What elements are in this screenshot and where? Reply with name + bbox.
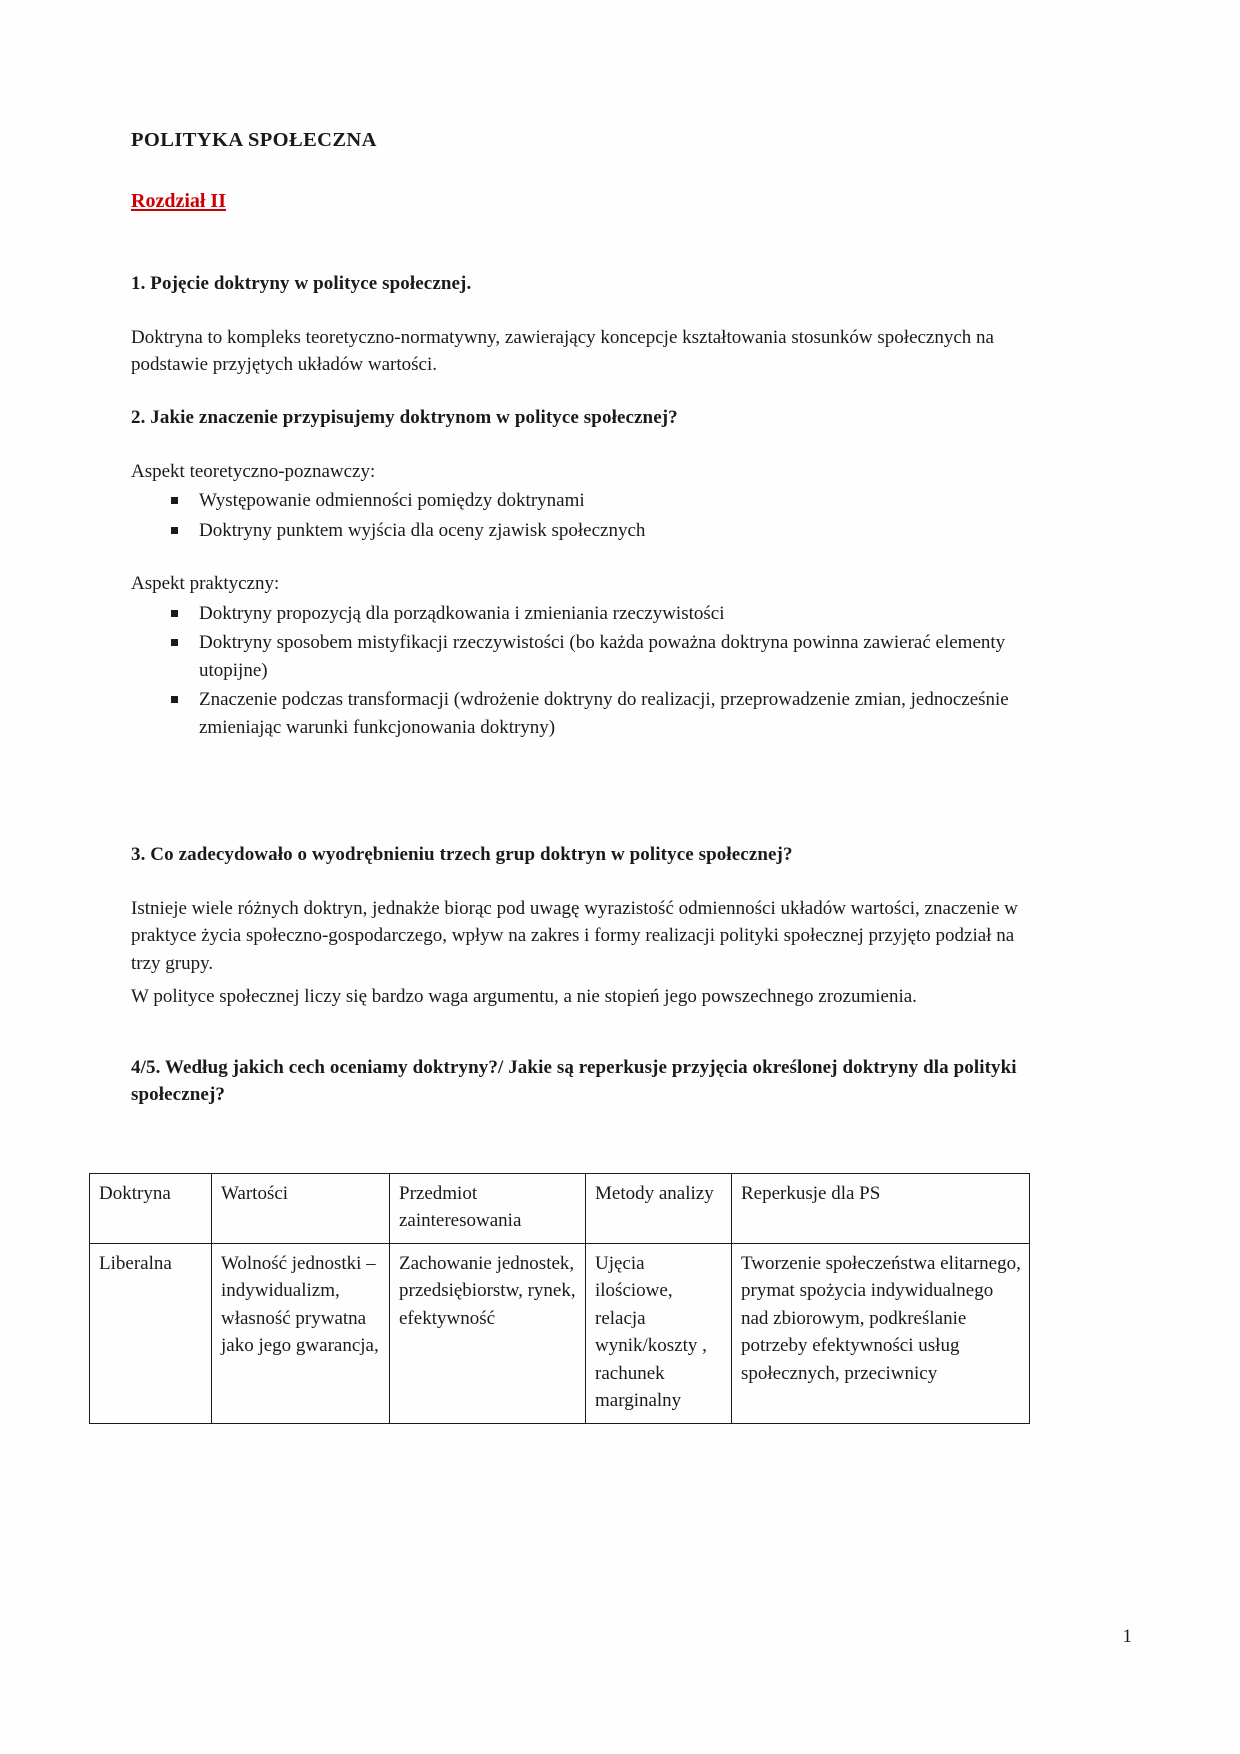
bullet-list-practical	[131, 600, 1041, 742]
doctrines-table	[89, 1173, 1030, 1424]
table-header-row	[90, 1173, 1030, 1243]
section-heading-2: 2. Jakie znaczenie przypisujemy doktrynom w polityce społecznej?	[131, 406, 678, 428]
list-item-label: Występowanie odmienności pomiędzy doktrynami	[199, 490, 585, 512]
list-item	[199, 517, 1041, 545]
square-bullet-icon	[171, 610, 178, 617]
square-bullet-icon	[171, 696, 178, 703]
section-paragraph-3b: W polityce społecznej liczy się bardzo waga argumentu, a nie stopień jego powszechnego zrozumienia.	[131, 986, 917, 1008]
section-paragraph-1: Doktryna to kompleks teoretyczno-normatywny, zawierający koncepcje kształtowania stosunków społecznych na podstawie przyjętych układów wartości.	[131, 326, 994, 376]
list-item-label: Doktryny punktem wyjścia dla oceny zjawisk społecznych	[199, 519, 646, 541]
section-spacer	[131, 1037, 1041, 1055]
page-number: 1	[1122, 1626, 1132, 1647]
list-item-label: Doktryny sposobem mistyfikacji rzeczywistości (bo każda poważna doktryna powinna zawierać elementy utopijne)	[199, 632, 1006, 681]
square-bullet-icon	[171, 639, 178, 646]
list-item	[199, 629, 1041, 684]
page-title: POLITYKA SPOŁECZNA	[131, 129, 377, 151]
aspect-label-practical: Aspekt praktyczny:	[131, 573, 280, 595]
section-heading-3: 3. Co zadecydowało o wyodrębnieniu trzech grup doktryn w polityce społecznej?	[131, 843, 793, 865]
list-item	[199, 487, 1041, 515]
table-cell-wartosci: Wolność jednostki – indywidualizm, własność prywatna jako jego gwarancja,	[212, 1243, 390, 1423]
table-header-cell-reperkusje: Reperkusje dla PS	[732, 1173, 1030, 1243]
table-cell-metody: Ujęcia ilościowe, relacja wynik/koszty , rachunek marginalny	[586, 1243, 732, 1423]
aspect-label-theoretical: Aspekt teoretyczno-poznawczy:	[131, 460, 376, 482]
section-heading-1: 1. Pojęcie doktryny w polityce społecznej.	[131, 272, 472, 294]
table-cell-reperkusje: Tworzenie społeczeństwa elitarnego, prymat spożycia indywidualnego nad zbiorowym, podkreślanie potrzeby efektywności usług społecznych, przeciwnicy	[732, 1243, 1030, 1423]
list-item	[199, 686, 1041, 741]
bullet-list-theoretical	[131, 487, 1041, 544]
table-spacer	[131, 1135, 1041, 1173]
list-item-label: Doktryny propozycją dla porządkowania i zmieniania rzeczywistości	[199, 602, 725, 624]
table-header-cell-wartosci: Wartości	[212, 1173, 390, 1243]
section-spacer	[131, 768, 1041, 842]
document-content	[99, 128, 1041, 1424]
table-row	[90, 1243, 1030, 1423]
table-header-cell-doktryna: Doktryna	[90, 1173, 212, 1243]
table-cell-przedmiot: Zachowanie jednostek, przedsiębiorstw, rynek, efektywność	[390, 1243, 586, 1423]
square-bullet-icon	[171, 527, 178, 534]
table-header-cell-metody: Metody analizy	[586, 1173, 732, 1243]
table-header-cell-przedmiot: Przedmiot zainteresowania	[390, 1173, 586, 1243]
section-paragraph-3a: Istnieje wiele różnych doktryn, jednakże biorąc pod uwagę wyrazistość odmienności układów wartości, znaczenie w praktyce życia społeczno-gospodarczego, wpływ na zakres i formy realizacji polityki społecznej przyjęto podział na trzy grupy.	[131, 897, 1018, 974]
list-item-label: Znaczenie podczas transformacji (wdrożenie doktryny do realizacji, przeprowadzenie zmian, jednocześnie zmieniając warunki funkcjonowania doktryny)	[199, 689, 1009, 738]
section-heading-4-5: 4/5. Według jakich cech oceniamy doktryny?/ Jakie są reperkusje przyjęcia określonej doktryny dla polityki społecznej?	[131, 1056, 1017, 1105]
square-bullet-icon	[171, 497, 178, 504]
list-item	[199, 600, 1041, 628]
table-cell-doktryna: Liberalna	[90, 1243, 212, 1423]
chapter-heading: Rozdział II	[131, 189, 226, 212]
